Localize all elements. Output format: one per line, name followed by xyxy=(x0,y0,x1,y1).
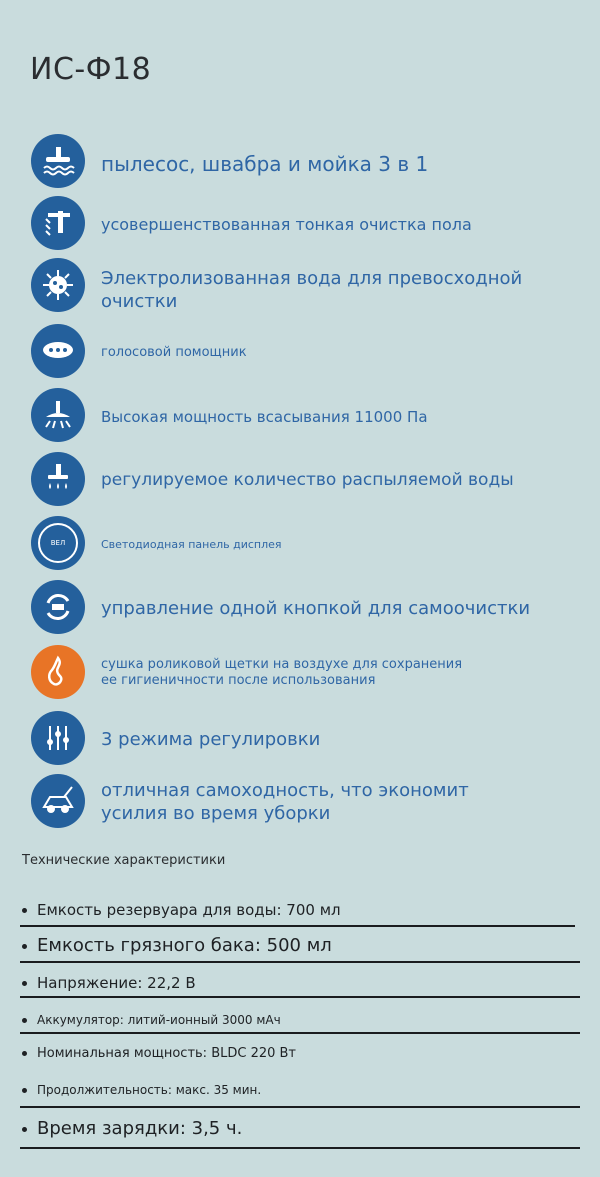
floor-brush-icon xyxy=(31,196,85,250)
feature-text: регулируемое количество распыляемой воды xyxy=(101,470,514,490)
spec-item: Напряжение: 22,2 В xyxy=(22,974,196,992)
spec-item: Продолжительность: макс. 35 мин. xyxy=(22,1083,261,1097)
sliders-icon xyxy=(31,711,85,765)
bullet xyxy=(22,1127,27,1132)
bullet xyxy=(22,1088,27,1093)
feature-text: сушка роликовой щетки на воздухе для сохранения ее гигиеничности после использования xyxy=(101,657,463,689)
feature-text: пылесос, швабра и мойка 3 в 1 xyxy=(101,152,429,176)
bullet xyxy=(22,944,27,949)
divider xyxy=(20,925,575,927)
spec-item: Время зарядки: 3,5 ч. xyxy=(22,1118,242,1139)
feature-text: отличная самоходность, что экономит усилия во время уборки xyxy=(101,780,469,824)
feature-text: Электролизованная вода для превосходной очистки xyxy=(101,268,523,312)
bullet xyxy=(22,981,27,986)
feature-text: усовершенствованная тонкая очистка пола xyxy=(101,215,472,234)
hot-air-icon xyxy=(31,645,85,699)
spec-item: Емкость резервуара для воды: 700 мл xyxy=(22,901,341,919)
suction-icon xyxy=(31,388,85,442)
divider xyxy=(20,1147,580,1149)
divider xyxy=(20,1032,580,1034)
spec-item: Аккумулятор: литий-ионный 3000 мАч xyxy=(22,1013,281,1027)
divider xyxy=(20,1106,580,1108)
feature-text: Высокая мощность всасывания 11000 Па xyxy=(101,408,428,426)
spec-item: Номинальная мощность: BLDC 220 Вт xyxy=(22,1046,296,1061)
feature-text: управление одной кнопкой для самоочистки xyxy=(101,598,531,619)
water-drops-icon xyxy=(31,452,85,506)
feature-text: 3 режима регулировки xyxy=(101,729,321,750)
speech-bubble-icon xyxy=(31,324,85,378)
feature-text: голосовой помощник xyxy=(101,345,247,360)
spec-item: Емкость грязного бака: 500 мл xyxy=(22,935,332,956)
specs-title: Технические характеристики xyxy=(22,853,226,868)
bullet xyxy=(22,1051,27,1056)
led-panel-icon xyxy=(31,516,85,570)
divider xyxy=(20,961,580,963)
divider xyxy=(20,996,580,998)
bullet xyxy=(22,908,27,913)
led-panel-label: ВЕЛ xyxy=(38,523,78,563)
mop-water-icon xyxy=(31,134,85,188)
bullet xyxy=(22,1018,27,1023)
page-title: ИС-Ф18 xyxy=(30,52,152,87)
self-clean-icon xyxy=(31,580,85,634)
self-propelled-icon xyxy=(31,774,85,828)
germ-icon xyxy=(31,258,85,312)
feature-text: Светодиодная панель дисплея xyxy=(101,538,282,551)
